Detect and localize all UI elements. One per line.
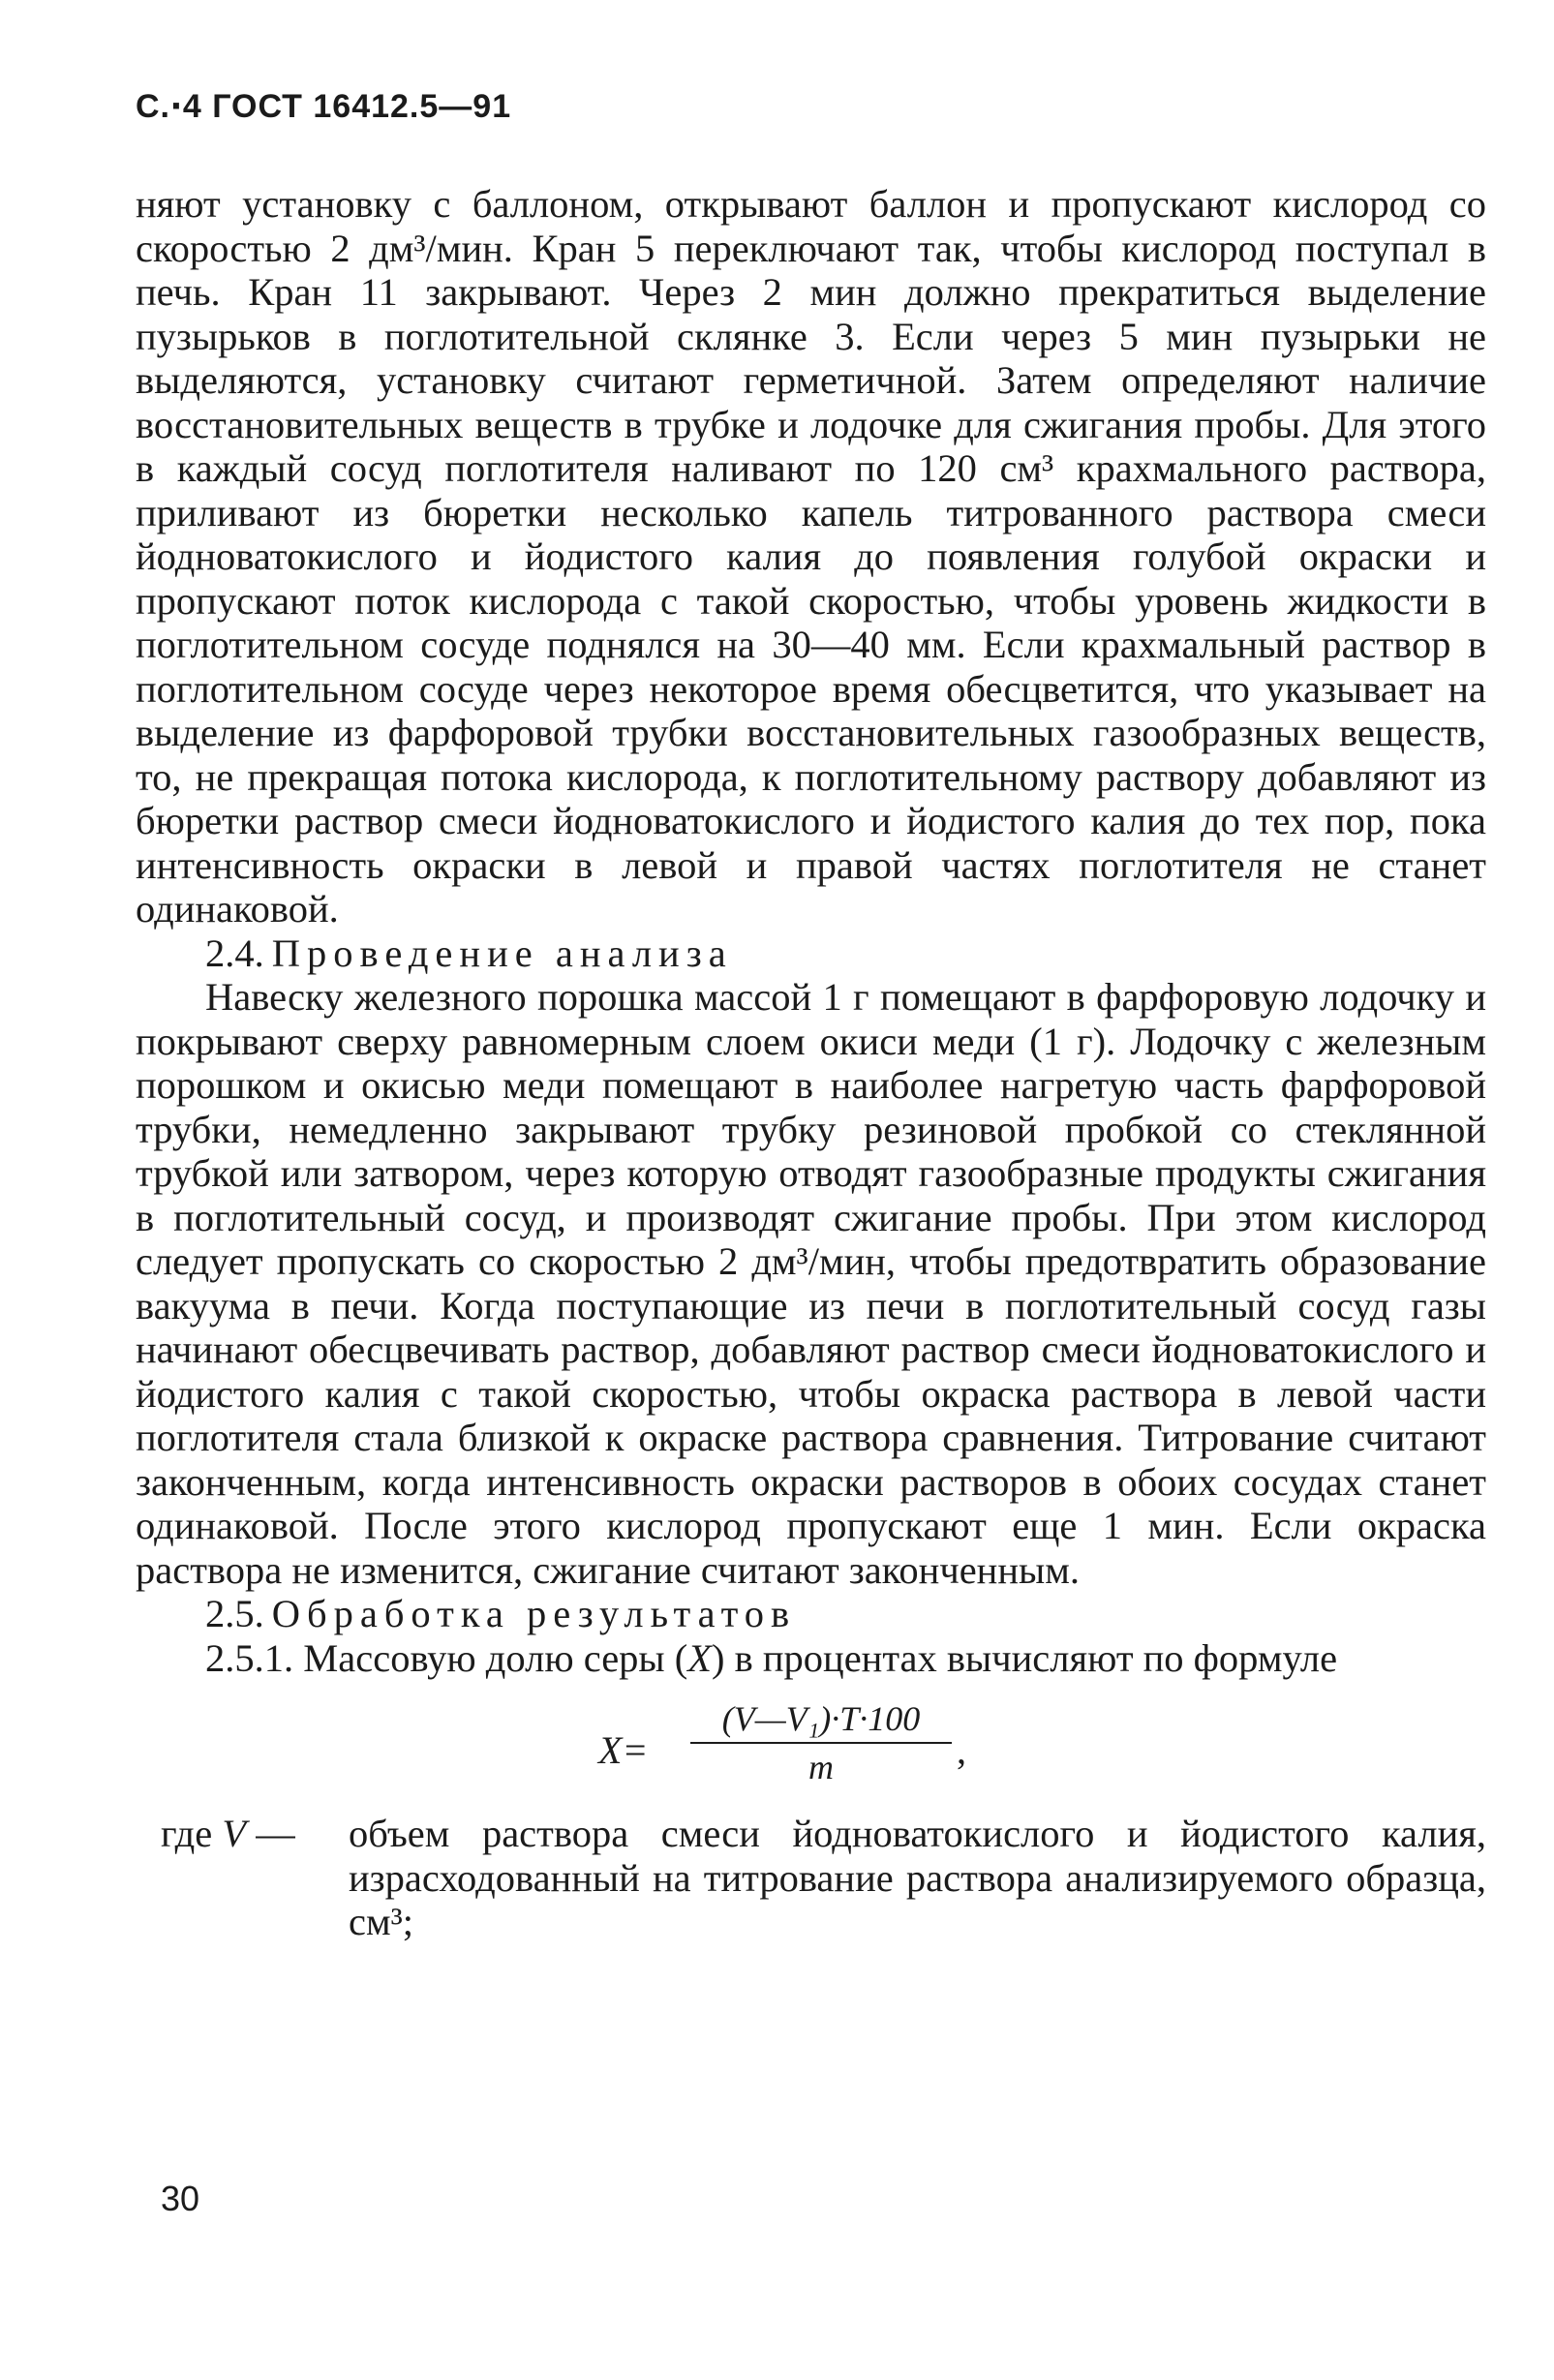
intro-paragraph: няют установку с баллоном, открывают баллон и пропускают кислород со скоростью 2 дм³/мин. Кран 5 переключают так, чтобы кислород поступал в печь. Кран 11 закрывают. Через 2 мин должно прекратиться выделение пузырьков в поглотительной склянке 3. Если через 5 мин пузырьки не выделяются, установку считают герметичной. Затем определяют наличие восстановительных веществ в трубке и лодочке для сжигания пробы. Для этого в каждый сосуд поглотителя наливают по 120 см³ крахмального раствора, приливают из бюретки несколько капель титрованного раствора смеси йодноватокислого и йодистого калия до появления голубой окраски и пропускают поток кислорода с такой скоростью, чтобы уровень жидкости в поглотительном сосуде поднялся на 30—40 мм. Если крахмальный раствор в поглотительном сосуде через некоторое время обесцветится, что указывает на выделение из фарфоровой трубки восстановительных газообразных веществ, то, не прекращая потока кислорода, к поглотительному раствору добавляют из бюретки раствор смеси йодноватокислого и йодистого калия до тех пор, пока интенсивность окраски в левой и правой частях поглотителя не станет одинаковой. [136,182,1486,931]
body-text [136,182,1486,1944]
section-number: 2.5. [205,1592,264,1635]
variable-x: X [687,1635,712,1680]
clause-number: 2.5.1. [205,1635,294,1680]
variable-definition [136,1812,1486,1944]
where-definition: объем раствора смеси йодноватокислого и йодистого калия, израсходованный на титрование раствора анализируемого образца, см³; [349,1812,1486,1943]
section-title: Проведение анализа [271,931,733,975]
section-number: 2.4. [205,931,264,975]
clause-text-start: Массовую долю серы ( [303,1635,688,1680]
page-header: С.‧4 ГОСТ 16412.5—91 [136,88,512,125]
formula-numerator: (V—V₁)·T·100 [721,1699,921,1738]
section-title: Обработка результатов [271,1592,797,1635]
fraction-bar [690,1742,952,1744]
section-heading-2-4 [136,931,1486,976]
clause-text-end: ) в процентах вычисляют по формуле [712,1635,1338,1680]
formula-comma: , [957,1728,966,1772]
page-number: 30 [161,2179,200,2218]
section-heading-2-5 [136,1592,1486,1636]
where-word: где [161,1812,213,1855]
section-2-5-1-paragraph [136,1636,1486,1681]
formula-lhs: X= [598,1728,649,1772]
where-label [161,1812,295,1856]
formula [136,1697,1486,1804]
formula-fraction [690,1697,952,1786]
section-2-4-paragraph: Навеску железного порошка массой 1 г помещают в фарфоровую лодочку и покрывают сверху равномерным слоем окиси меди (1 г). Лодочку с железным порошком и окисью меди помещают в наиболее нагретую часть фарфоровой трубки, немедленно закрывают трубку резиновой пробкой со стеклянной трубкой или затвором, через которую отводят газообразные продукты сжигания в поглотительный сосуд, и производят сжигание пробы. При этом кислород следует пропускать со скоростью 2 дм³/мин, чтобы предотвратить образование вакуума в печи. Когда поступающие из печи в поглотительный сосуд газы начинают обесцвечивать раствор, добавляют раствор смеси йодноватокислого и йодистого калия с такой скоростью, чтобы окраска раствора в левой части поглотителя стала близкой к окраске раствора сравнения. Титрование считают законченным, когда интенсивность окраски растворов в обоих сосудах станет одинаковой. После этого кислород пропускают еще 1 мин. Если окраска раствора не изменится, сжигание считают законченным. [136,975,1486,1592]
formula-denominator: m [808,1748,834,1786]
where-dash: — [246,1812,295,1855]
where-symbol: V [222,1812,247,1855]
